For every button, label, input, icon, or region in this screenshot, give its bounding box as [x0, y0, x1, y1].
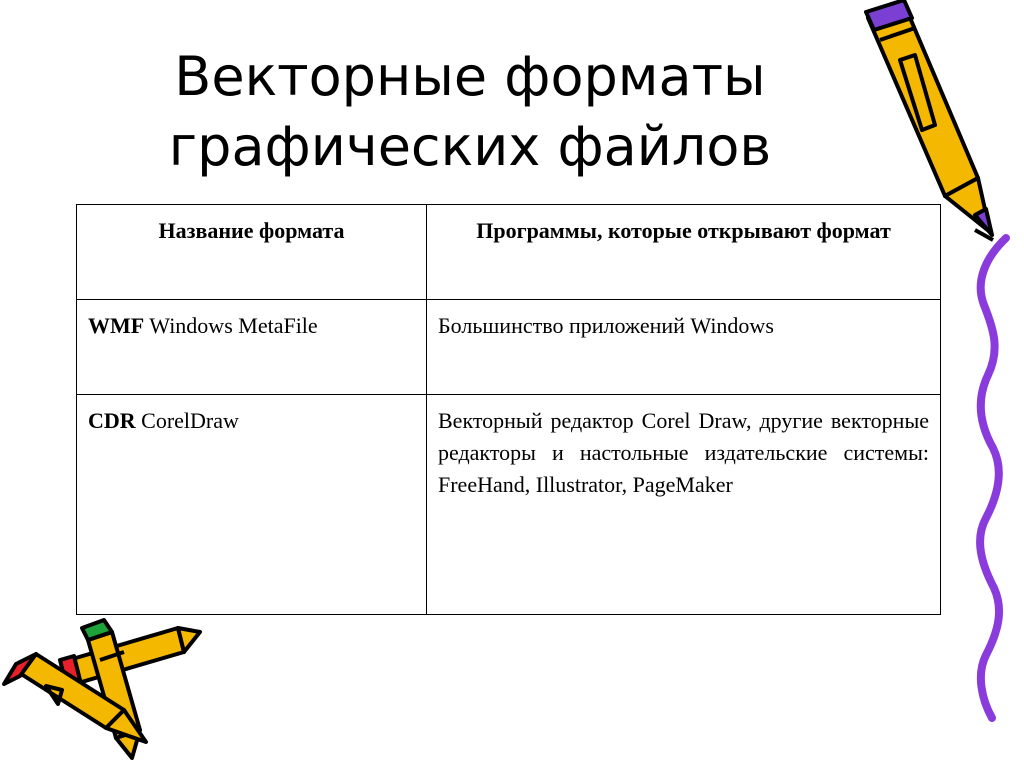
- format-abbr: CDR: [88, 408, 136, 433]
- table-header-row: [77, 205, 941, 300]
- title-line-1: Векторные форматы: [174, 45, 766, 108]
- format-cell: [77, 395, 427, 615]
- format-full-name: CorelDraw: [135, 408, 239, 433]
- crossed-pencils-icon: [0, 615, 210, 768]
- format-abbr: WMF: [88, 313, 145, 338]
- squiggle-path: [980, 238, 1006, 718]
- format-cell: [77, 300, 427, 395]
- pencil-a-tip: [178, 628, 200, 652]
- programs-cell: Векторный редактор Corel Draw, другие векторные редакторы и настольные издательские системы: FreeHand, Illustrator, PageMaker: [427, 395, 941, 615]
- table-row: [77, 395, 941, 615]
- title-line-2: графических файлов: [168, 115, 772, 178]
- pencil-body: [868, 6, 978, 196]
- header-format-name: Название формата: [77, 205, 427, 300]
- header-programs: Программы, которые открывают формат: [427, 205, 941, 300]
- format-full-name: Windows MetaFile: [144, 313, 318, 338]
- formats-table: [76, 204, 941, 615]
- programs-cell: Большинство приложений Windows: [427, 300, 941, 395]
- table-row: [77, 300, 941, 395]
- pencil-icon: [850, 0, 1010, 250]
- slide-title: [80, 42, 860, 182]
- squiggle-line-icon: [960, 230, 1020, 730]
